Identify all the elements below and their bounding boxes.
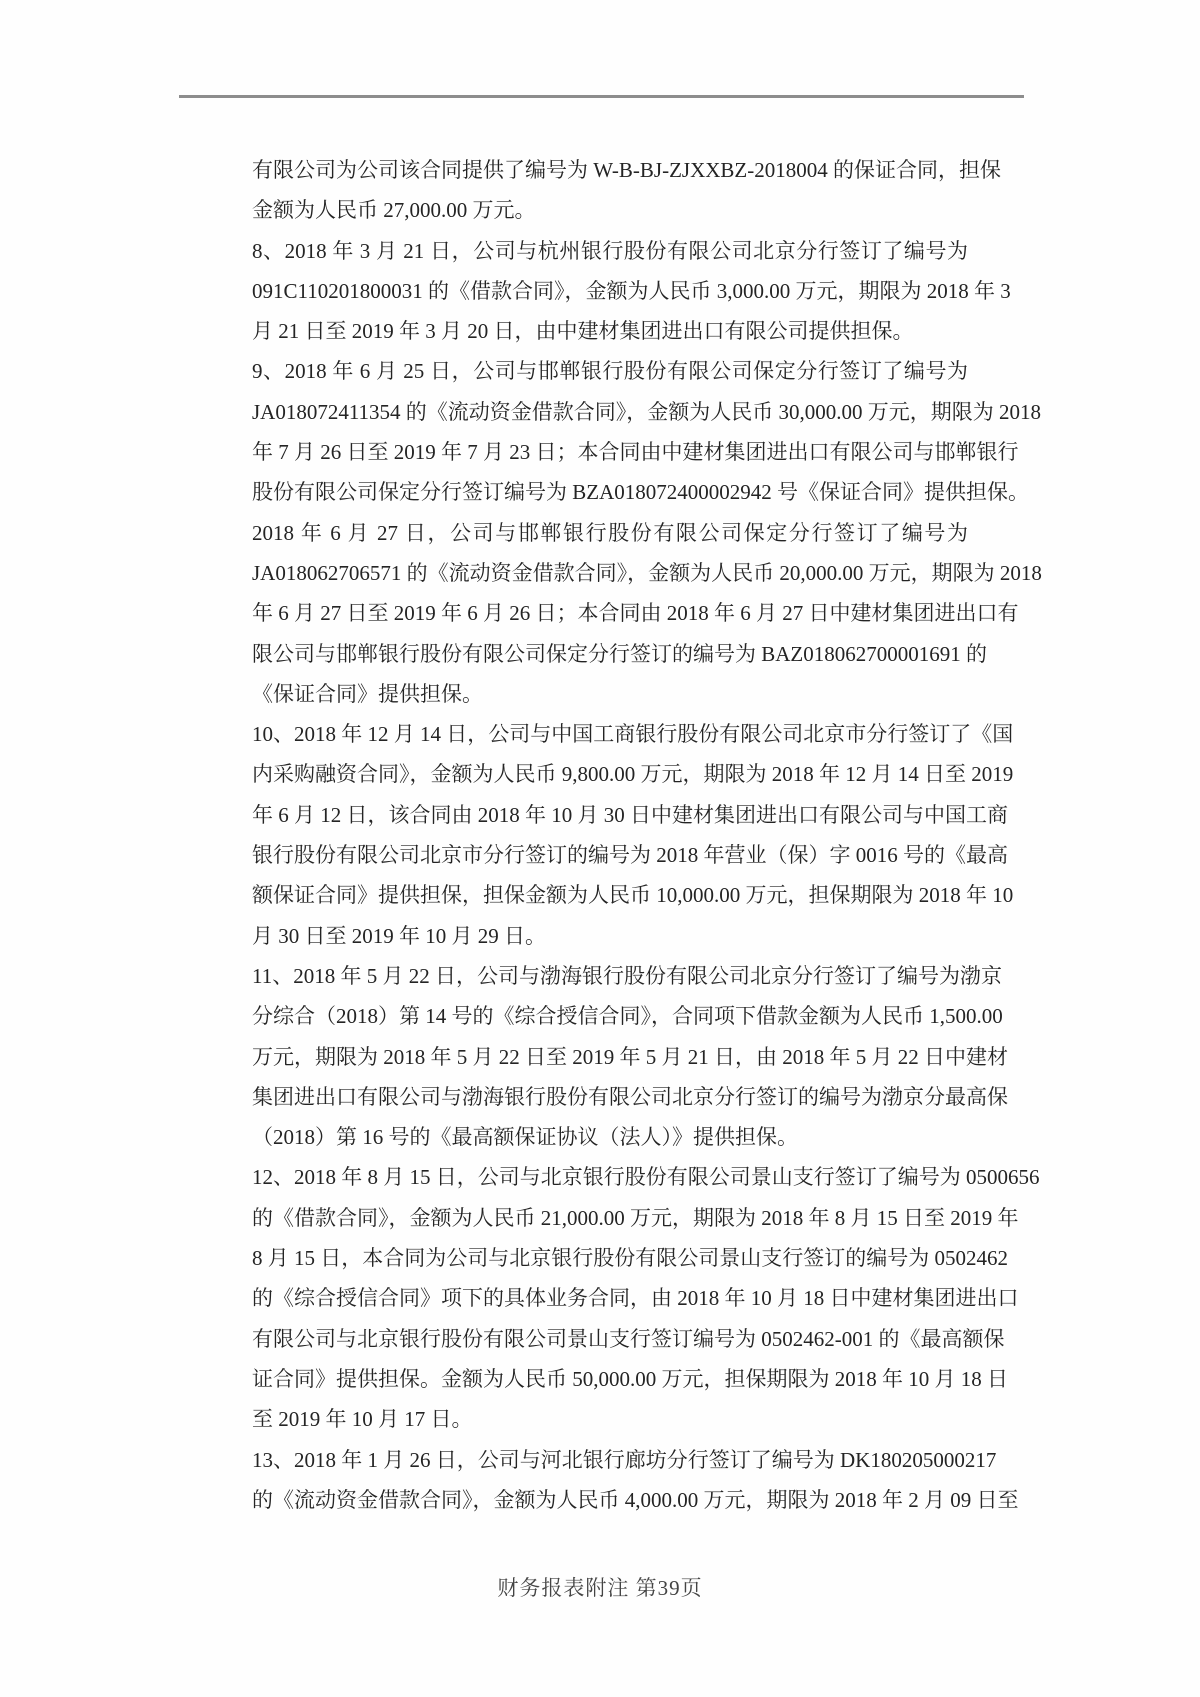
text-line: （2018）第 16 号的《最高额保证协议（法人）》提供担保。	[252, 1125, 798, 1150]
text-line: 的《流动资金借款合同》，金额为人民币 4,000.00 万元，期限为 2018 年 2 月 09 日至	[252, 1487, 1019, 1512]
text-line: 万元，期限为 2018 年 5 月 22 日至 2019 年 5 月 21 日，由 2018 年 5 月 22 日中建材	[252, 1044, 1008, 1069]
text-line: 13、2018 年 1 月 26 日，公司与河北银行廊坊分行签订了编号为 DK180205000217	[252, 1447, 997, 1472]
text-line: 内采购融资合同》，金额为人民币 9,800.00 万元，期限为 2018 年 12 月 14 日至 2019	[252, 762, 1014, 787]
text-line: 12、2018 年 8 月 15 日，公司与北京银行股份有限公司景山支行签订了编号为 0500656	[252, 1165, 1040, 1190]
text-line: 有限公司与北京银行股份有限公司景山支行签订编号为 0502462-001 的《最高额保	[252, 1326, 1005, 1351]
text-line: 8 月 15 日，本合同为公司与北京银行股份有限公司景山支行签订的编号为 0502462	[252, 1246, 1008, 1271]
page-footer: 财务报表附注 第39页	[497, 1576, 703, 1600]
text-line: JA018072411354 的《流动资金借款合同》，金额为人民币 30,000.00 万元，期限为 2018	[252, 399, 1042, 424]
text-line: 091C110201800031 的《借款合同》，金额为人民币 3,000.00 万元，期限为 2018 年 3	[252, 278, 1011, 303]
text-line: 股份有限公司保定分行签订编号为 BZA018072400002942 号《保证合同》提供担保。	[252, 480, 1029, 505]
text-line: 9、2018 年 6 月 25 日，公司与邯郸银行股份有限公司保定分行签订了编号为	[252, 359, 968, 384]
header-rule	[179, 95, 1024, 98]
text-block	[252, 150, 1042, 1520]
text-line: 限公司与邯郸银行股份有限公司保定分行签订的编号为 BAZ018062700001691 的	[252, 641, 987, 666]
text-line: 年 6 月 27 日至 2019 年 6 月 26 日；本合同由 2018 年 6 月 27 日中建材集团进出口有	[252, 601, 1019, 626]
text-line: 月 30 日至 2019 年 10 月 29 日。	[252, 923, 546, 948]
text-line: 证合同》提供担保。金额为人民币 50,000.00 万元，担保期限为 2018 年 10 月 18 日	[252, 1366, 1008, 1391]
text-line: 《保证合同》提供担保。	[252, 681, 483, 706]
text-line: 11、2018 年 5 月 22 日，公司与渤海银行股份有限公司北京分行签订了编号为渤京	[252, 963, 1002, 988]
text-line: 的《综合授信合同》项下的具体业务合同，由 2018 年 10 月 18 日中建材集团进出口	[252, 1286, 1019, 1311]
text-line: 2018 年 6 月 27 日，公司与邯郸银行股份有限公司保定分行签订了编号为	[252, 520, 968, 545]
text-line: 有限公司为公司该合同提供了编号为 W-B-BJ-ZJXXBZ-2018004 的保证合同，担保	[252, 158, 1001, 182]
text-line: 10、2018 年 12 月 14 日，公司与中国工商银行股份有限公司北京市分行签订了《国	[252, 722, 1014, 747]
text-line: 集团进出口有限公司与渤海银行股份有限公司北京分行签订的编号为渤京分最高保	[252, 1084, 1008, 1109]
text-line: 分综合（2018）第 14 号的《综合授信合同》，合同项下借款金额为人民币 1,500.00	[252, 1004, 1003, 1029]
text-line: JA018062706571 的《流动资金借款合同》，金额为人民币 20,000.00 万元，期限为 2018	[252, 560, 1042, 585]
text-line: 月 21 日至 2019 年 3 月 20 日，由中建材集团进出口有限公司提供担保。	[252, 319, 914, 344]
text-line: 年 6 月 12 日，该合同由 2018 年 10 月 30 日中建材集团进出口有限公司与中国工商	[252, 802, 1008, 827]
text-line: 8、2018 年 3 月 21 日，公司与杭州银行股份有限公司北京分行签订了编号为	[252, 238, 968, 263]
text-line: 银行股份有限公司北京市分行签订的编号为 2018 年营业（保）字 0016 号的《最高	[252, 843, 1008, 868]
text-line: 年 7 月 26 日至 2019 年 7 月 23 日；本合同由中建材集团进出口有限公司与邯郸银行	[252, 440, 1019, 465]
text-line: 的《借款合同》，金额为人民币 21,000.00 万元，期限为 2018 年 8 月 15 日至 2019 年	[252, 1205, 1019, 1230]
text-line: 额保证合同》提供担保，担保金额为人民币 10,000.00 万元，担保期限为 2018 年 10	[252, 883, 1014, 908]
text-line: 至 2019 年 10 月 17 日。	[252, 1407, 473, 1432]
text-line: 金额为人民币 27,000.00 万元。	[252, 198, 536, 223]
